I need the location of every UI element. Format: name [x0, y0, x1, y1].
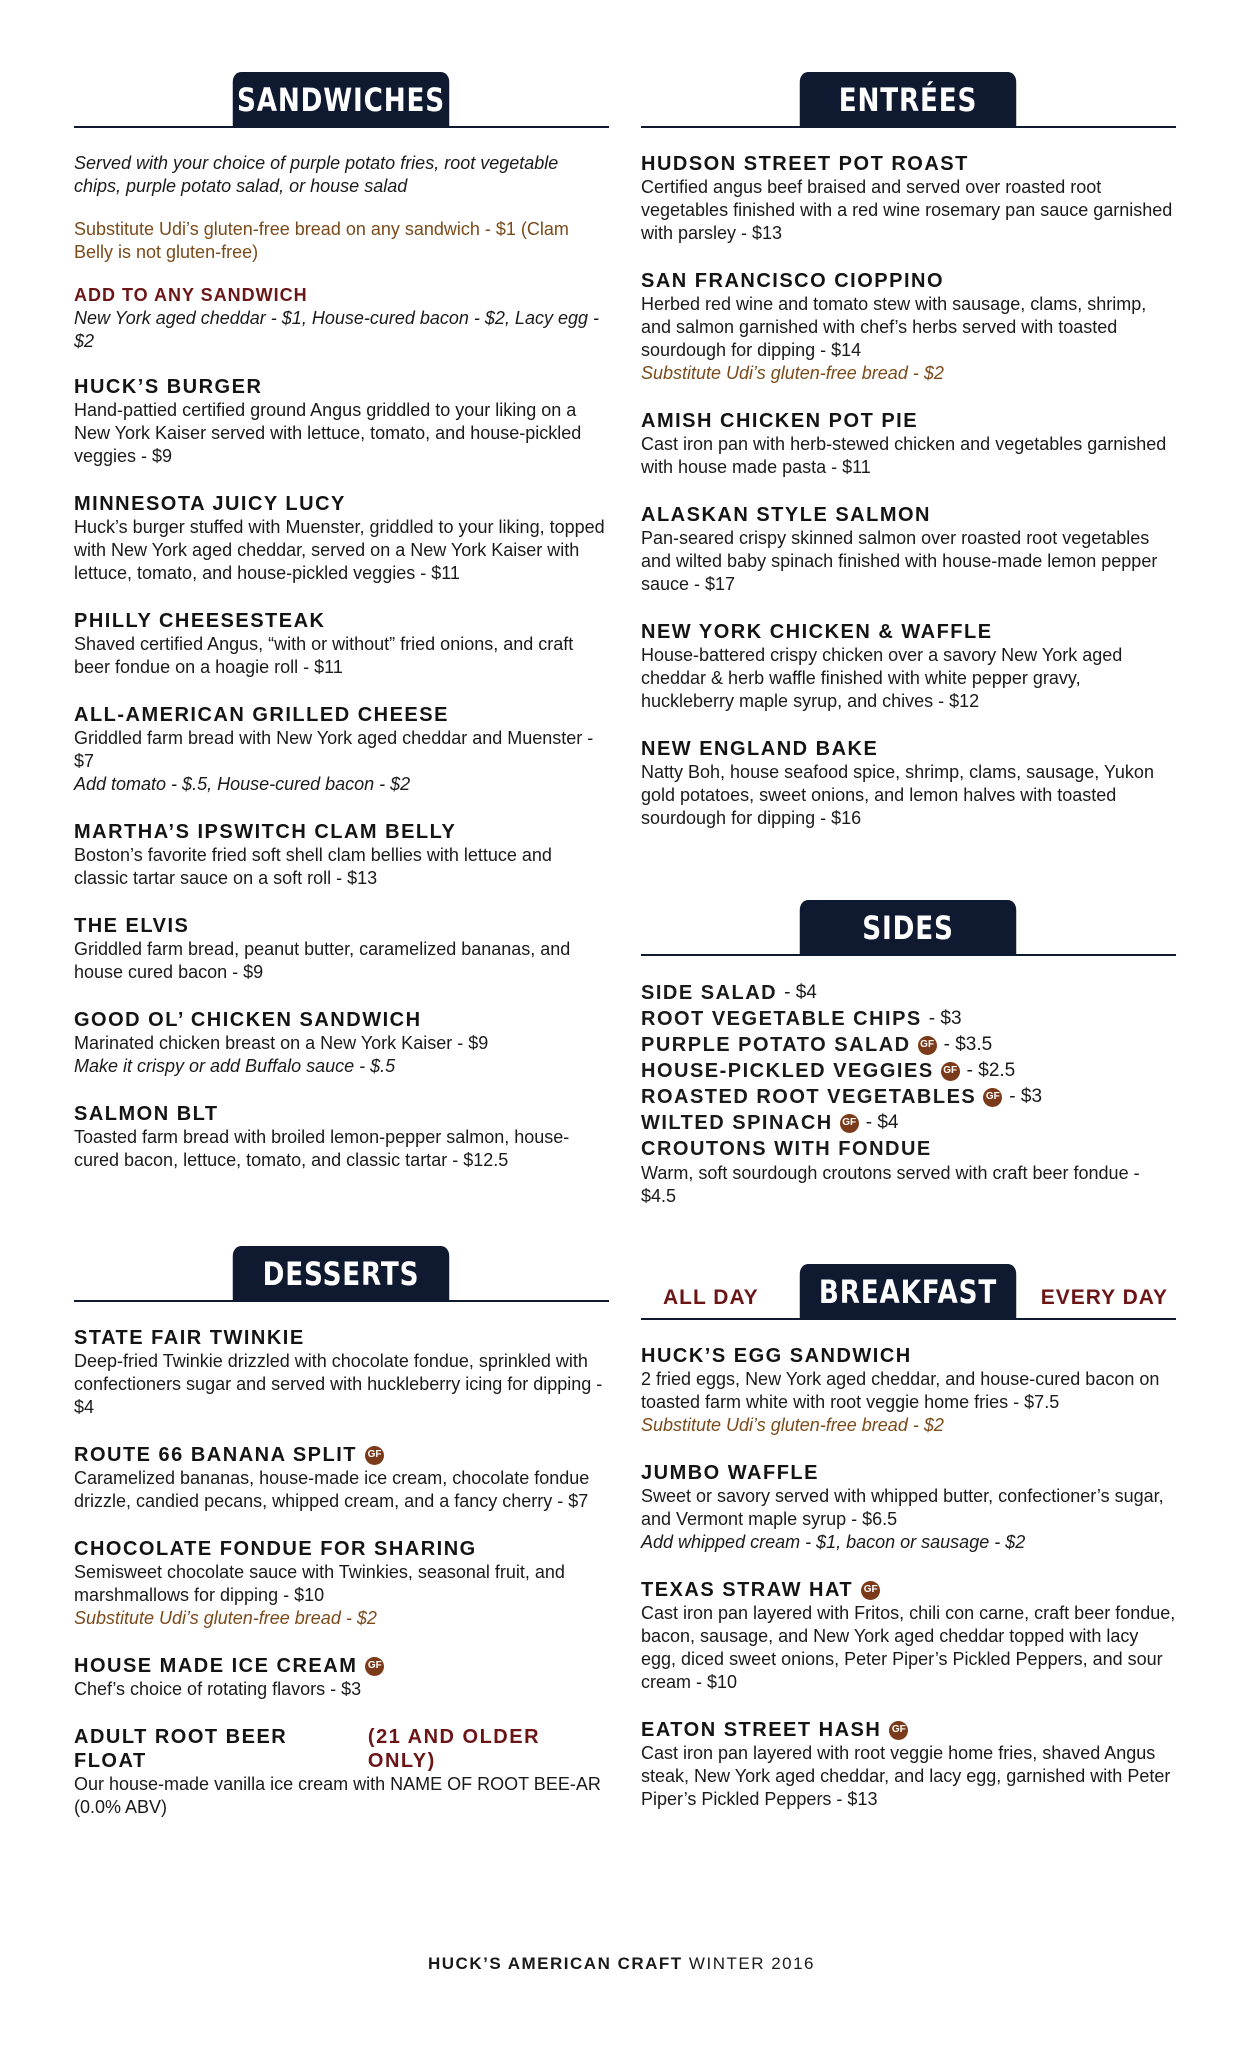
- sandwiches-section: [74, 72, 609, 1196]
- item-name: HUCK’S BURGER: [74, 376, 263, 398]
- item-extra: Substitute Udi’s gluten-free bread - $2: [641, 363, 944, 383]
- item-name: PHILLY CHEESESTEAK: [74, 610, 326, 632]
- gluten-free-badge-icon: GF: [840, 1114, 859, 1133]
- menu-item: [641, 1718, 1176, 1811]
- side-item: [641, 1084, 1176, 1110]
- side-item: [641, 1032, 1176, 1058]
- item-desc: Marinated chicken breast on a New York Kaiser - $9: [74, 1033, 489, 1053]
- item-name: [74, 1725, 609, 1773]
- item-desc: 2 fried eggs, New York aged cheddar, and house-cured bacon on toasted farm white with root veggie home fries - $7.5: [641, 1369, 1160, 1412]
- section-title: BREAKFAST: [818, 1273, 998, 1311]
- item-desc: Chef’s choice of rotating flavors - $3: [74, 1679, 362, 1699]
- item-name-text: ADULT ROOT BEER FLOAT: [74, 1726, 288, 1772]
- menu-item: [74, 1102, 609, 1172]
- item-name: CHOCOLATE FONDUE FOR SHARING: [74, 1538, 477, 1560]
- entrees-header: [641, 72, 1176, 128]
- footer-brand: HUCK’S AMERICAN CRAFT: [427, 1954, 683, 1973]
- menu-item: [641, 409, 1176, 479]
- item-desc: Griddled farm bread, peanut butter, caramelized bananas, and house cured bacon - $9: [74, 939, 571, 982]
- item-name-text: EATON STREET HASH: [641, 1719, 882, 1741]
- side-name: ROOT VEGETABLE CHIPS: [641, 1008, 922, 1030]
- menu-item: [74, 703, 609, 796]
- section-title-tab: [800, 72, 1016, 128]
- footer-season: WINTER 2016: [688, 1954, 816, 1973]
- section-title: DESSERTS: [262, 1255, 420, 1293]
- item-extra: Make it crispy or add Buffalo sauce - $.5: [74, 1056, 396, 1076]
- item-name: AMISH CHICKEN POT PIE: [641, 410, 919, 432]
- breakfast-header: [641, 1264, 1176, 1320]
- side-price: - $4: [784, 982, 817, 1003]
- item-name: [74, 1654, 609, 1678]
- side-desc: Warm, soft sourdough croutons served with craft beer fondue - $4.5: [641, 1163, 1140, 1206]
- menu-item: [74, 1443, 609, 1513]
- item-name: HUCK’S EGG SANDWICH: [641, 1345, 912, 1367]
- item-desc: Pan-seared crispy skinned salmon over roasted root vegetables and wilted baby spinach finished with house-made lemon pepper sauce - $17: [641, 528, 1158, 594]
- gluten-free-note: Substitute Udi’s gluten-free bread on any sandwich - $1 (Clam Belly is not gluten-free): [74, 219, 569, 262]
- item-extra: Substitute Udi’s gluten-free bread - $2: [641, 1415, 944, 1435]
- side-price: - $3: [1009, 1086, 1043, 1107]
- section-title: ENTRÉES: [838, 81, 978, 119]
- sandwiches-header: [74, 72, 609, 128]
- menu-item: [641, 737, 1176, 830]
- gluten-free-badge-icon: GF: [889, 1721, 908, 1740]
- item-name: THE ELVIS: [74, 915, 190, 937]
- all-day-tag: ALL DAY: [663, 1286, 759, 1309]
- item-name: ALASKAN STYLE SALMON: [641, 504, 931, 526]
- side-name: SIDE SALAD: [641, 982, 778, 1004]
- item-name: ALL-AMERICAN GRILLED CHEESE: [74, 704, 449, 726]
- side-price: - $2.5: [966, 1060, 1016, 1081]
- item-desc: Huck’s burger stuffed with Muenster, griddled to your liking, topped with New York aged cheddar, served on a New York Kaiser with lettuce, tomato, and house-pickled veggies - $11: [74, 517, 605, 583]
- breakfast-section: [641, 1264, 1176, 1835]
- side-name: CROUTONS WITH FONDUE: [641, 1138, 932, 1160]
- item-name-text: HOUSE MADE ICE CREAM: [74, 1655, 358, 1677]
- desserts-header: [74, 1246, 609, 1302]
- item-name: MARTHA’S IPSWITCH CLAM BELLY: [74, 821, 457, 843]
- menu-item: [74, 1008, 609, 1078]
- item-desc: Cast iron pan layered with root veggie home fries, shaved Angus steak, New York aged cheddar, and lacy egg, garnished with Peter Piper’s Pickled Peppers - $13: [641, 1743, 1171, 1809]
- side-item: [641, 980, 1176, 1006]
- item-desc: Shaved certified Angus, “with or without” fried onions, and craft beer fondue on a hoagie roll - $11: [74, 634, 574, 677]
- item-extra: Substitute Udi’s gluten-free bread - $2: [74, 1608, 377, 1628]
- item-name: SAN FRANCISCO CIOPPINO: [641, 270, 945, 292]
- item-desc: Hand-pattied certified ground Angus griddled to your liking on a New York Kaiser served with lettuce, tomato, and house-pickled veggies - $9: [74, 400, 582, 466]
- menu-item: [641, 1344, 1176, 1437]
- menu-item: [641, 620, 1176, 713]
- side-price: - $3.5: [943, 1034, 993, 1055]
- menu-item: [641, 1578, 1176, 1694]
- menu-item: [641, 1461, 1176, 1554]
- menu-item: [74, 492, 609, 585]
- desserts-section: [74, 1246, 609, 1843]
- section-title: SIDES: [862, 909, 954, 947]
- item-name-text: TEXAS STRAW HAT: [641, 1579, 854, 1601]
- addon-text: New York aged cheddar - $1, House-cured bacon - $2, Lacy egg - $2: [74, 308, 599, 351]
- side-name: WILTED SPINACH: [641, 1112, 833, 1134]
- item-extra: Add whipped cream - $1, bacon or sausage - $2: [641, 1532, 1026, 1552]
- menu-item: [74, 1725, 609, 1819]
- menu-item: [74, 820, 609, 890]
- item-desc: Our house-made vanilla ice cream with NAME OF ROOT BEE-AR (0.0% ABV): [74, 1774, 601, 1817]
- footer: [0, 1954, 1243, 1974]
- every-day-tag: EVERY DAY: [1040, 1286, 1168, 1309]
- section-title-tab: [800, 1264, 1016, 1320]
- side-price: - $4: [865, 1112, 899, 1133]
- age-restriction: (21 AND OLDER ONLY): [367, 1726, 541, 1772]
- item-name: [641, 1718, 1176, 1742]
- item-name: NEW YORK CHICKEN & WAFFLE: [641, 621, 993, 643]
- menu-item: [74, 1537, 609, 1630]
- item-desc: Cast iron pan with herb-stewed chicken and vegetables garnished with house made pasta - $11: [641, 434, 1167, 477]
- item-desc: Natty Boh, house seafood spice, shrimp, clams, sausage, Yukon gold potatoes, sweet onions, and lemon halves with toasted sourdough for dipping - $16: [641, 762, 1154, 828]
- sides-header: [641, 900, 1176, 956]
- side-item: [641, 1110, 1176, 1136]
- item-name: SALMON BLT: [74, 1103, 219, 1125]
- item-name: NEW ENGLAND BAKE: [641, 738, 879, 760]
- item-desc: Sweet or savory served with whipped butter, confectioner’s sugar, and Vermont maple syrup - $6.5: [641, 1486, 1164, 1529]
- menu-item: [641, 269, 1176, 385]
- gluten-free-badge-icon: GF: [365, 1446, 384, 1465]
- item-desc: Griddled farm bread with New York aged cheddar and Muenster - $7: [74, 728, 594, 771]
- item-name: STATE FAIR TWINKIE: [74, 1327, 305, 1349]
- item-name: [74, 1443, 609, 1467]
- menu-item: [74, 914, 609, 984]
- menu-item: [74, 1326, 609, 1419]
- item-desc: Certified angus beef braised and served over roasted root vegetables finished with a red wine rosemary pan sauce garnished with parsley - $13: [641, 177, 1173, 243]
- item-desc: Toasted farm bread with broiled lemon-pepper salmon, house-cured bacon, lettuce, tomato, and classic tartar - $12.5: [74, 1127, 570, 1170]
- item-name: JUMBO WAFFLE: [641, 1462, 819, 1484]
- side-item: [641, 1058, 1176, 1084]
- menu-item: [74, 1654, 609, 1701]
- side-price: - $3: [928, 1008, 962, 1029]
- sides-section: [641, 900, 1176, 1208]
- item-desc: Herbed red wine and tomato stew with sausage, clams, shrimp, and salmon garnished with chef’s herbs served with toasted sourdough for dipping - $14: [641, 294, 1147, 360]
- item-desc: Caramelized bananas, house-made ice cream, chocolate fondue drizzle, candied pecans, whipped cream, and a fancy cherry - $7: [74, 1468, 590, 1511]
- section-title-tab: [233, 1246, 449, 1302]
- menu-item: [641, 503, 1176, 596]
- menu-item: [74, 609, 609, 679]
- item-desc: Boston’s favorite fried soft shell clam bellies with lettuce and classic tartar sauce on a soft roll - $13: [74, 845, 552, 888]
- side-item: [641, 1136, 1176, 1162]
- menu-item: [74, 375, 609, 468]
- entrees-section: [641, 72, 1176, 854]
- gluten-free-badge-icon: GF: [941, 1062, 960, 1081]
- item-desc: Cast iron pan layered with Fritos, chili con carne, craft beer fondue, bacon, sausage, and New York aged cheddar topped with lacy egg, diced sweet onions, Peter Piper’s Pickled Peppers, and sour cream - $10: [641, 1603, 1176, 1692]
- item-name: [641, 1578, 1176, 1602]
- gluten-free-badge-icon: GF: [365, 1657, 384, 1676]
- side-name: HOUSE-PICKLED VEGGIES: [641, 1060, 934, 1082]
- item-extra: Add tomato - $.5, House-cured bacon - $2: [74, 774, 411, 794]
- gluten-free-badge-icon: GF: [861, 1581, 880, 1600]
- section-title: SANDWICHES: [237, 81, 445, 119]
- gluten-free-badge-icon: GF: [983, 1088, 1002, 1107]
- item-name: HUDSON STREET POT ROAST: [641, 153, 969, 175]
- item-name: GOOD OL’ CHICKEN SANDWICH: [74, 1009, 422, 1031]
- section-title-tab: [800, 900, 1016, 956]
- item-desc: House-battered crispy chicken over a savory New York aged cheddar & herb waffle finished with white pepper gravy, huckleberry maple syrup, and chives - $12: [641, 645, 1123, 711]
- menu-item: [641, 152, 1176, 245]
- side-item: [641, 1006, 1176, 1032]
- addon-title: ADD TO ANY SANDWICH: [74, 285, 308, 305]
- item-desc: Deep-fried Twinkie drizzled with chocolate fondue, sprinkled with confectioners sugar and served with huckleberry icing for dipping - $4: [74, 1351, 603, 1417]
- gluten-free-badge-icon: GF: [918, 1036, 937, 1055]
- side-name: ROASTED ROOT VEGETABLES: [641, 1086, 977, 1108]
- section-title-tab: [233, 72, 449, 128]
- sandwiches-intro: Served with your choice of purple potato fries, root vegetable chips, purple potato salad, or house salad: [74, 153, 559, 196]
- item-name-text: ROUTE 66 BANANA SPLIT: [74, 1444, 358, 1466]
- item-name: MINNESOTA JUICY LUCY: [74, 493, 346, 515]
- item-desc: Semisweet chocolate sauce with Twinkies, seasonal fruit, and marshmallows for dipping - $10: [74, 1562, 565, 1605]
- side-name: PURPLE POTATO SALAD: [641, 1034, 911, 1056]
